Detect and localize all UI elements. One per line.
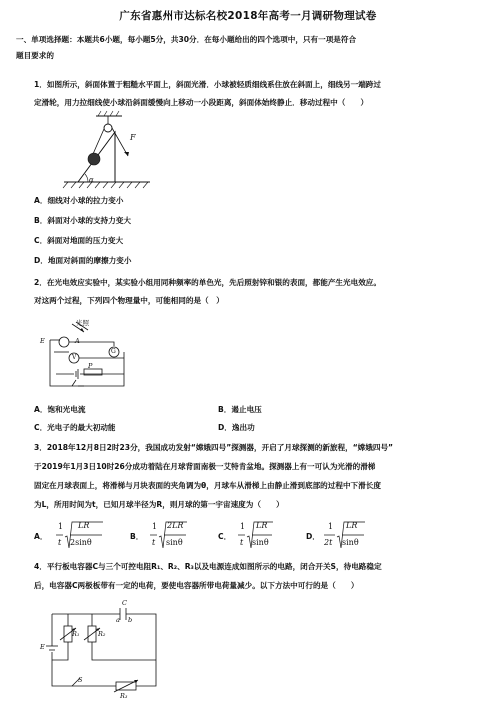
- q2-stem-line1: 2．在光电效应实验中，某实验小组用同种频率的单色光，先后照射锌和银的表面，都能产生光电效应。: [34, 278, 381, 287]
- q2-option-a: A．饱和光电流: [34, 405, 86, 414]
- q1-incline-figure: [60, 110, 170, 190]
- q4-label-S: S: [78, 676, 83, 684]
- q3-stem-line4: 为L，所用时间为t，已知月球半径为R，则月球的第一宇宙速度为（ ）: [34, 500, 284, 509]
- q4-label-C: C: [122, 599, 127, 607]
- q4-label-E: E: [40, 643, 45, 651]
- q4-label-R3: R₃: [120, 692, 128, 700]
- q1-option-d: D．地面对斜面的摩擦力变小: [34, 256, 132, 265]
- q3-stem-line1: 3．2018年12月8日2时23分，我国成功发射“嫦娥四号”探测器，开启了月球探测的新旅程，“嫦娥四号”: [34, 443, 394, 452]
- q1-option-b: B．斜面对小球的支持力变大: [34, 216, 131, 225]
- q3-option-c-radical: [237, 521, 277, 551]
- q2-label-G: G: [111, 348, 116, 355]
- q3-option-b-num: 2LR: [167, 521, 184, 530]
- q4-label-R2: R₂: [98, 630, 106, 638]
- q1-stem-line1: 1．如图所示，斜面体置于粗糙水平面上，斜面光滑．小球被轻质细线系住放在斜面上，细线另一端跨过: [34, 80, 381, 89]
- q4-label-b: b: [128, 616, 133, 624]
- q3-option-d-coef: 1: [328, 522, 334, 531]
- q3-option-b-radical: [149, 521, 189, 551]
- q3-option-b-letter: B．: [130, 532, 144, 541]
- q2-label-A: A: [75, 337, 80, 345]
- q3-option-c-den: t: [240, 538, 244, 547]
- q2-label-P: P: [88, 362, 93, 370]
- q3-option-b-den: t: [152, 538, 156, 547]
- q2-option-d: D．逸出功: [218, 423, 255, 432]
- q4-label-R1: R₁: [72, 630, 80, 638]
- page-title: 广东省惠州市达标名校2018年高考一月调研物理试卷: [119, 10, 377, 22]
- q3-option-a-letter: A．: [34, 532, 48, 541]
- q4-circuit-figure: [44, 600, 164, 696]
- q4-stem-line1: 4．平行板电容器C与三个可控电阻R₁、R₂、R₃以及电源连成如图所示的电路，闭合开关S，待电路稳定: [34, 562, 382, 571]
- q3-option-a-den: t: [58, 538, 62, 547]
- q2-label-V: V: [72, 354, 77, 361]
- q4-label-a: a: [116, 616, 120, 624]
- q3-stem-line2: 于2019年1月3日10时26分成功着陆在月球背面南极一艾特肯盆地。探测器上有一可认为光滑的滑梯: [34, 462, 376, 471]
- q3-option-d-den: 2t: [324, 538, 333, 547]
- q1-option-c: C．斜面对地面的压力变大: [34, 236, 124, 245]
- q2-stem-line2: 对这两个过程，下列四个物理量中，可能相同的是（ ）: [34, 296, 224, 305]
- q3-option-d-letter: D．: [306, 532, 320, 541]
- section-heading-line2: 题目要求的: [16, 51, 54, 60]
- q2-label-E: E: [40, 337, 45, 345]
- section-heading-line1: 一、单项选择题：本题共6小题，每小题5分，共30分．在每小题给出的四个选项中，只有一项是符合: [16, 35, 357, 44]
- q2-option-b: B．遏止电压: [218, 405, 262, 414]
- q4-stem-line2: 后，电容器C两极板带有一定的电荷，要使电容器所带电荷量减少。以下方法中可行的是（ ）: [34, 581, 359, 590]
- q3-stem-line3: 固定在月球表面上，将滑梯与月块表面的夹角调为θ，月球车从滑梯上由静止滑到底部的过程中下滑长度: [34, 481, 381, 490]
- q2-option-c: C．光电子的最大初动能: [34, 423, 116, 432]
- q3-option-c-letter: C．: [218, 532, 232, 541]
- q3-option-d-under: sinθ: [342, 538, 359, 547]
- q3-option-d-radical: [323, 521, 367, 551]
- q2-label-light: 光照: [76, 319, 89, 327]
- q3-option-c-coef: 1: [240, 522, 246, 531]
- q3-option-a-under: 2sinθ: [70, 538, 92, 547]
- q3-option-d-num: LR: [346, 521, 358, 530]
- q1-label-angle: α: [89, 176, 94, 184]
- q1-option-a: A．细线对小球的拉力变小: [34, 196, 124, 205]
- q3-option-a-num: LR: [78, 521, 90, 530]
- q3-option-c-under: sinθ: [252, 538, 269, 547]
- q3-option-b-coef: 1: [152, 522, 158, 531]
- q3-option-c-num: LR: [256, 521, 268, 530]
- q1-stem-line2: 定滑轮，用力拉细线使小球沿斜面缓慢向上移动一小段距离，斜面体始终静止．移动过程中（ ）: [34, 98, 369, 107]
- q3-option-a-coef: 1: [58, 522, 64, 531]
- q3-option-a-radical: [55, 521, 105, 551]
- q3-option-b-under: sinθ: [166, 538, 183, 547]
- q1-label-force: F: [130, 133, 136, 142]
